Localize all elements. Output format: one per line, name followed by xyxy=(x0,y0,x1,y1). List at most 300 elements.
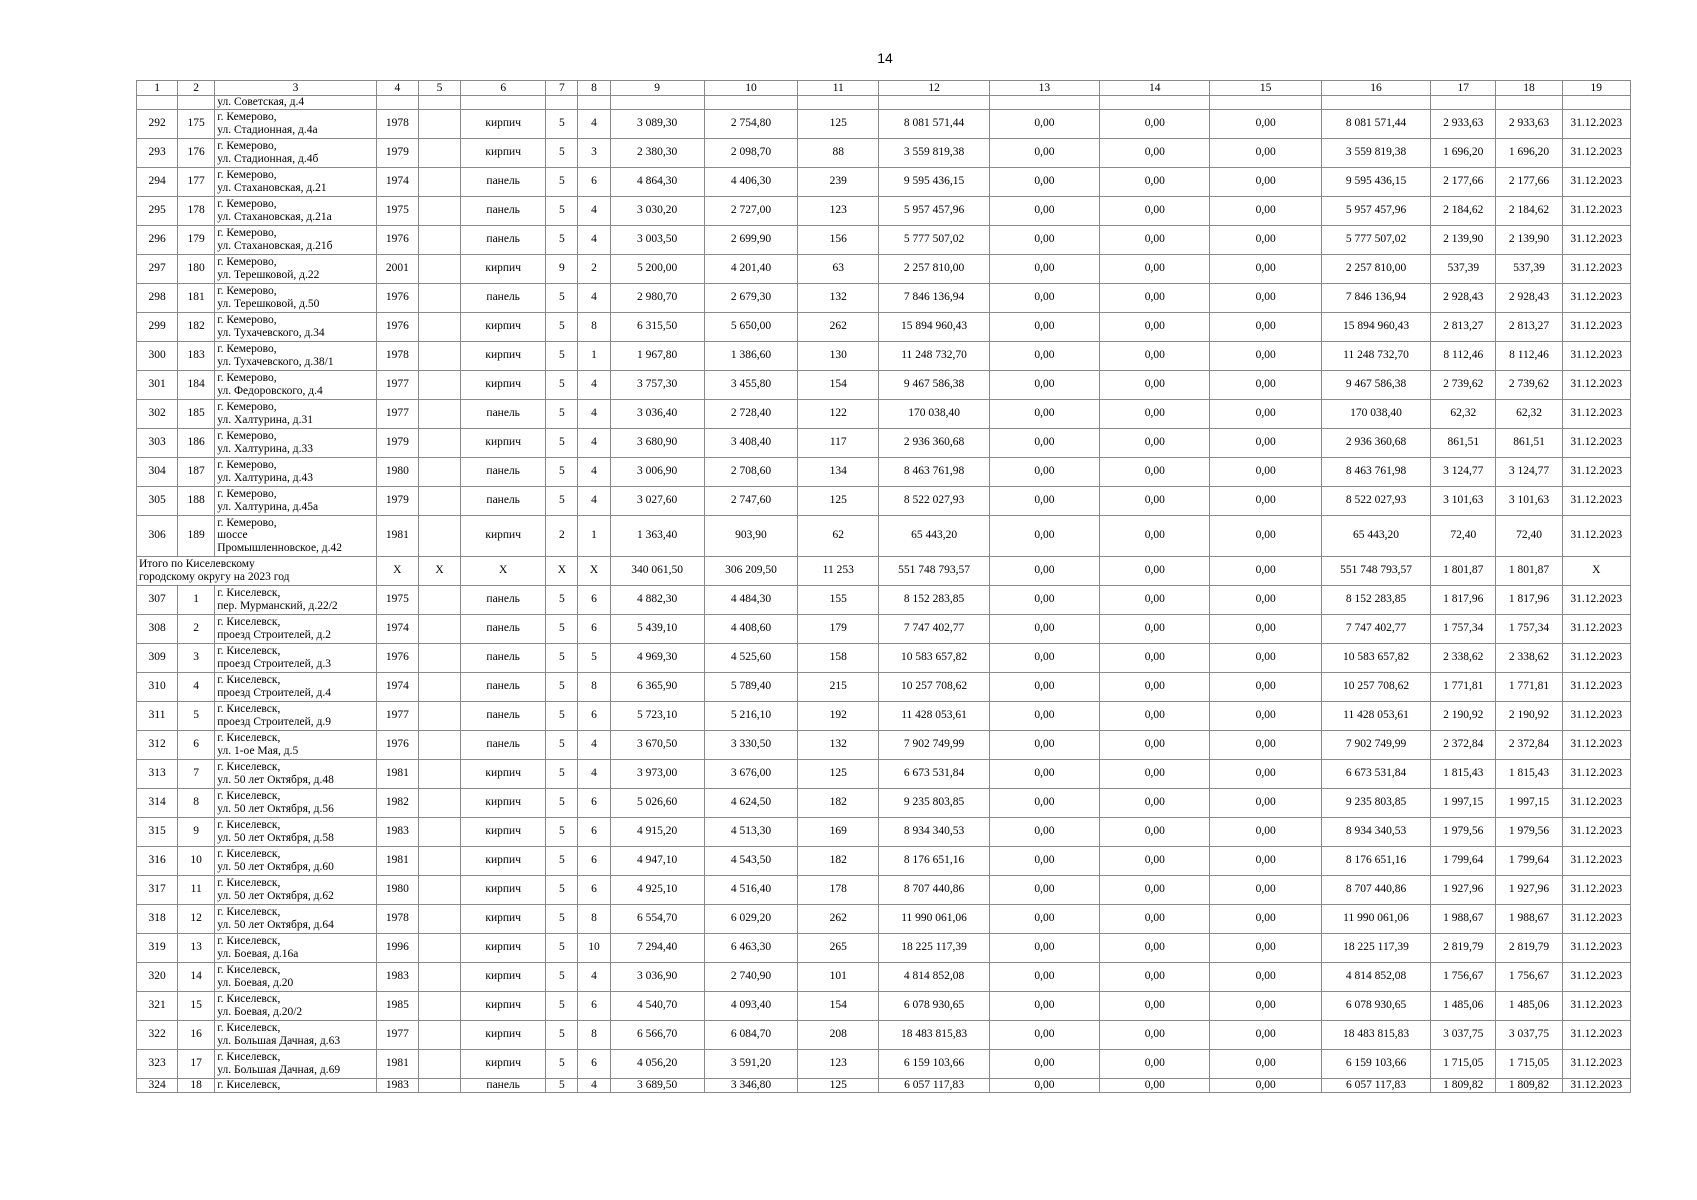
value-cell: 5 439,10 xyxy=(610,614,704,643)
address-cell xyxy=(215,138,377,167)
value-cell: 132 xyxy=(798,283,879,312)
address-line: ул. Стахановская, д.21б xyxy=(217,239,333,252)
value-cell: 31.12.2023 xyxy=(1562,991,1630,1020)
empty-cell xyxy=(418,904,460,933)
address-cell xyxy=(215,109,377,138)
column-header: 13 xyxy=(989,81,1099,96)
local-number-cell: 179 xyxy=(178,225,215,254)
address-cell xyxy=(215,254,377,283)
value-cell: 4 xyxy=(578,759,610,788)
local-number-cell: 189 xyxy=(178,515,215,556)
row-number-cell: 323 xyxy=(137,1049,178,1078)
row-number-cell: 308 xyxy=(137,614,178,643)
value-cell: 262 xyxy=(798,312,879,341)
value-cell: 0,00 xyxy=(989,138,1099,167)
value-cell: 72,40 xyxy=(1496,515,1562,556)
value-cell: 4 540,70 xyxy=(610,991,704,1020)
value-cell: 0,00 xyxy=(1210,428,1321,457)
value-cell: 3 670,50 xyxy=(610,730,704,759)
value-cell: 1 771,81 xyxy=(1496,672,1562,701)
value-cell: 0,00 xyxy=(989,759,1099,788)
value-cell: 5 xyxy=(546,701,578,730)
address-line: ул. Федоровского, д.4 xyxy=(217,384,323,397)
address-line: ул. Стахановская, д.21а xyxy=(217,210,332,223)
value-cell: 8 707 440,86 xyxy=(1321,875,1430,904)
value-cell: 2 338,62 xyxy=(1496,643,1562,672)
value-cell: 3 036,40 xyxy=(610,399,704,428)
row-number-cell: 321 xyxy=(137,991,178,1020)
value-cell: 0,00 xyxy=(1210,585,1321,614)
table-row xyxy=(137,672,1631,701)
value-cell: 158 xyxy=(798,643,879,672)
value-cell: 4 864,30 xyxy=(610,167,704,196)
address-line: ул. Большая Дачная, д.69 xyxy=(217,1063,341,1076)
value-cell: 6 xyxy=(578,1049,610,1078)
address-line: г. Кемерово, xyxy=(217,111,277,123)
table-row xyxy=(137,962,1631,991)
value-cell: 7 747 402,77 xyxy=(879,614,989,643)
table-row xyxy=(137,457,1631,486)
row-number-cell: 306 xyxy=(137,515,178,556)
value-cell: 11 990 061,06 xyxy=(1321,904,1430,933)
value-cell: 1976 xyxy=(376,283,418,312)
value-cell: 0,00 xyxy=(1100,138,1210,167)
value-cell: 5 777 507,02 xyxy=(879,225,989,254)
total-value-cell: 1 801,87 xyxy=(1496,556,1562,585)
address-cell xyxy=(215,962,377,991)
value-cell: 123 xyxy=(798,1049,879,1078)
total-value-cell: 551 748 793,57 xyxy=(1321,556,1430,585)
value-cell: 1976 xyxy=(376,225,418,254)
address-cell xyxy=(215,370,377,399)
value-cell: 10 257 708,62 xyxy=(879,672,989,701)
value-cell: 0,00 xyxy=(1210,846,1321,875)
row-number-cell: 295 xyxy=(137,196,178,225)
value-cell: 179 xyxy=(798,614,879,643)
value-cell: 0,00 xyxy=(989,933,1099,962)
value-cell: 31.12.2023 xyxy=(1562,399,1630,428)
value-cell: 1 809,82 xyxy=(1431,1078,1496,1092)
value-cell: 3 124,77 xyxy=(1431,457,1496,486)
value-cell: 1 757,34 xyxy=(1431,614,1496,643)
value-cell: 31.12.2023 xyxy=(1562,788,1630,817)
continuation-row xyxy=(137,96,1631,110)
empty-cell xyxy=(418,341,460,370)
row-number-cell: 299 xyxy=(137,312,178,341)
column-header: 19 xyxy=(1562,81,1630,96)
address-line: г. Киселевск, xyxy=(217,935,281,947)
address-line: г. Киселевск, xyxy=(217,790,281,802)
value-cell: 0,00 xyxy=(989,370,1099,399)
value-cell: 4 624,50 xyxy=(704,788,797,817)
value-cell: 0,00 xyxy=(1100,196,1210,225)
value-cell: 10 583 657,82 xyxy=(1321,643,1430,672)
value-cell: 3 689,50 xyxy=(610,1078,704,1092)
value-cell: 170 038,40 xyxy=(1321,399,1430,428)
column-header: 9 xyxy=(610,81,704,96)
row-number-cell: 312 xyxy=(137,730,178,759)
value-cell: 8 112,46 xyxy=(1496,341,1562,370)
total-value-cell: Х xyxy=(461,556,546,585)
address-cell xyxy=(215,904,377,933)
value-cell: 62 xyxy=(798,515,879,556)
value-cell: 5 xyxy=(546,341,578,370)
value-cell: 2001 xyxy=(376,254,418,283)
address-cell xyxy=(215,486,377,515)
value-cell: 0,00 xyxy=(1100,730,1210,759)
value-cell: 239 xyxy=(798,167,879,196)
table-row xyxy=(137,138,1631,167)
value-cell: панель xyxy=(461,457,546,486)
address-line: ул. Тухачевского, д.38/1 xyxy=(217,355,334,368)
address-cell xyxy=(215,428,377,457)
value-cell: 3 757,30 xyxy=(610,370,704,399)
total-value-cell: 0,00 xyxy=(1100,556,1210,585)
value-cell: 3 330,50 xyxy=(704,730,797,759)
table-row xyxy=(137,341,1631,370)
value-cell: 0,00 xyxy=(989,167,1099,196)
value-cell: 5 xyxy=(546,428,578,457)
row-number-cell: 317 xyxy=(137,875,178,904)
value-cell: 1 757,34 xyxy=(1496,614,1562,643)
value-cell: 132 xyxy=(798,730,879,759)
address-line: г. Кемерово, xyxy=(217,516,277,529)
local-number-cell: 16 xyxy=(178,1020,215,1049)
value-cell: 2 177,66 xyxy=(1496,167,1562,196)
table-row xyxy=(137,1078,1631,1092)
column-header: 15 xyxy=(1210,81,1321,96)
value-cell: 2 257 810,00 xyxy=(879,254,989,283)
address-cell xyxy=(215,817,377,846)
value-cell: 5 xyxy=(546,933,578,962)
value-cell: 1977 xyxy=(376,370,418,399)
value-cell: 18 483 815,83 xyxy=(1321,1020,1430,1049)
value-cell: 4 925,10 xyxy=(610,875,704,904)
table-row xyxy=(137,515,1631,556)
value-cell: 0,00 xyxy=(1210,370,1321,399)
value-cell: 1996 xyxy=(376,933,418,962)
value-cell: кирпич xyxy=(461,788,546,817)
local-number-cell: 187 xyxy=(178,457,215,486)
table-row xyxy=(137,817,1631,846)
table-row xyxy=(137,730,1631,759)
value-cell: 0,00 xyxy=(1210,196,1321,225)
value-cell: панель xyxy=(461,283,546,312)
value-cell: 0,00 xyxy=(1210,312,1321,341)
value-cell: 1 815,43 xyxy=(1431,759,1496,788)
address-line: ул. Стадионная, д.4а xyxy=(217,123,318,136)
address-line: г. Киселевск, xyxy=(217,1078,281,1091)
value-cell: 2 727,00 xyxy=(704,196,797,225)
value-cell: 1974 xyxy=(376,614,418,643)
row-number-cell: 320 xyxy=(137,962,178,991)
value-cell: 125 xyxy=(798,1078,879,1092)
value-cell: 5 xyxy=(546,672,578,701)
value-cell: 0,00 xyxy=(989,991,1099,1020)
address-line: ул. 50 лет Октября, д.60 xyxy=(217,860,334,873)
value-cell: 31.12.2023 xyxy=(1562,730,1630,759)
value-cell: 2 819,79 xyxy=(1496,933,1562,962)
table-row xyxy=(137,167,1631,196)
total-value-cell: 306 209,50 xyxy=(704,556,797,585)
value-cell: 4 xyxy=(578,730,610,759)
empty-cell xyxy=(418,701,460,730)
value-cell: 5 xyxy=(546,788,578,817)
value-cell: 0,00 xyxy=(1100,312,1210,341)
value-cell: 7 846 136,94 xyxy=(879,283,989,312)
page-number: 14 xyxy=(877,50,893,66)
value-cell: 0,00 xyxy=(1210,254,1321,283)
value-cell: 1974 xyxy=(376,672,418,701)
value-cell: 0,00 xyxy=(989,312,1099,341)
table-row xyxy=(137,1020,1631,1049)
local-number-cell: 185 xyxy=(178,399,215,428)
address-line: г. Киселевск, xyxy=(217,993,281,1005)
table-row xyxy=(137,370,1631,399)
value-cell: 3 680,90 xyxy=(610,428,704,457)
value-cell: 537,39 xyxy=(1431,254,1496,283)
address-cell xyxy=(215,515,377,556)
value-cell: 5 957 457,96 xyxy=(1321,196,1430,225)
value-cell: 6 463,30 xyxy=(704,933,797,962)
value-cell: 8 081 571,44 xyxy=(1321,109,1430,138)
value-cell: 0,00 xyxy=(1210,486,1321,515)
value-cell: 0,00 xyxy=(989,904,1099,933)
value-cell: 0,00 xyxy=(989,730,1099,759)
value-cell: 6 xyxy=(578,701,610,730)
local-number-cell: 175 xyxy=(178,109,215,138)
value-cell: 0,00 xyxy=(1210,225,1321,254)
value-cell: 3 124,77 xyxy=(1496,457,1562,486)
value-cell: 3 027,60 xyxy=(610,486,704,515)
value-cell: 4 093,40 xyxy=(704,991,797,1020)
table-row xyxy=(137,788,1631,817)
value-cell: 0,00 xyxy=(1100,225,1210,254)
address-cell xyxy=(215,585,377,614)
value-cell: 9 235 803,85 xyxy=(1321,788,1430,817)
value-cell: 6 057 117,83 xyxy=(1321,1078,1430,1092)
local-number-cell: 1 xyxy=(178,585,215,614)
local-number-cell: 7 xyxy=(178,759,215,788)
value-cell: 6 566,70 xyxy=(610,1020,704,1049)
address-line: ул. Боевая, д.20 xyxy=(217,976,294,989)
value-cell: 0,00 xyxy=(1100,341,1210,370)
value-cell: 0,00 xyxy=(989,254,1099,283)
value-cell: 0,00 xyxy=(1100,672,1210,701)
value-cell: 1983 xyxy=(376,962,418,991)
value-cell: 31.12.2023 xyxy=(1562,875,1630,904)
local-number-cell: 182 xyxy=(178,312,215,341)
value-cell: 8 934 340,53 xyxy=(1321,817,1430,846)
value-cell: 6 365,90 xyxy=(610,672,704,701)
value-cell: 0,00 xyxy=(1210,457,1321,486)
value-cell: 5 650,00 xyxy=(704,312,797,341)
value-cell: 0,00 xyxy=(1100,614,1210,643)
value-cell: 1976 xyxy=(376,643,418,672)
address-cell xyxy=(215,1020,377,1049)
value-cell: 5 xyxy=(546,399,578,428)
local-number-cell: 181 xyxy=(178,283,215,312)
row-number-cell: 294 xyxy=(137,167,178,196)
value-cell: 123 xyxy=(798,196,879,225)
value-cell: панель xyxy=(461,585,546,614)
value-cell: 1 715,05 xyxy=(1496,1049,1562,1078)
table-row xyxy=(137,701,1631,730)
local-number-cell: 180 xyxy=(178,254,215,283)
address-cell xyxy=(215,225,377,254)
value-cell: 31.12.2023 xyxy=(1562,283,1630,312)
value-cell: 31.12.2023 xyxy=(1562,225,1630,254)
address-line: проезд Строителей, д.9 xyxy=(217,715,332,728)
value-cell: панель xyxy=(461,701,546,730)
total-value-cell: Х xyxy=(418,556,460,585)
value-cell: 2 338,62 xyxy=(1431,643,1496,672)
address-line: ул. 1-ое Мая, д.5 xyxy=(217,744,299,757)
empty-cell xyxy=(418,643,460,672)
local-number-cell: 11 xyxy=(178,875,215,904)
table-row xyxy=(137,283,1631,312)
address-line: проезд Строителей, д.2 xyxy=(217,628,332,641)
value-cell: 0,00 xyxy=(989,846,1099,875)
local-number-cell: 12 xyxy=(178,904,215,933)
value-cell: 903,90 xyxy=(704,515,797,556)
value-cell: кирпич xyxy=(461,515,546,556)
row-number-cell: 313 xyxy=(137,759,178,788)
total-value-cell: 1 801,87 xyxy=(1431,556,1496,585)
value-cell: 169 xyxy=(798,817,879,846)
value-cell: 1 967,80 xyxy=(610,341,704,370)
value-cell: 2 813,27 xyxy=(1496,312,1562,341)
value-cell: 265 xyxy=(798,933,879,962)
value-cell: 1 817,96 xyxy=(1496,585,1562,614)
table-row xyxy=(137,428,1631,457)
value-cell: 2 190,92 xyxy=(1431,701,1496,730)
column-header: 2 xyxy=(178,81,215,96)
value-cell: панель xyxy=(461,225,546,254)
table-row xyxy=(137,254,1631,283)
value-cell: 4 xyxy=(578,457,610,486)
value-cell: 0,00 xyxy=(989,1020,1099,1049)
row-number-cell: 305 xyxy=(137,486,178,515)
column-header: 10 xyxy=(704,81,797,96)
value-cell: 5 957 457,96 xyxy=(879,196,989,225)
address-cell xyxy=(215,730,377,759)
address-line: ул. Тухачевского, д.34 xyxy=(217,326,325,339)
row-number-cell: 319 xyxy=(137,933,178,962)
value-cell: 18 483 815,83 xyxy=(879,1020,989,1049)
value-cell: 1981 xyxy=(376,1049,418,1078)
value-cell: 6 554,70 xyxy=(610,904,704,933)
value-cell: 1 363,40 xyxy=(610,515,704,556)
table-row xyxy=(137,933,1631,962)
value-cell: 4 xyxy=(578,283,610,312)
row-number-cell: 307 xyxy=(137,585,178,614)
value-cell: 11 990 061,06 xyxy=(879,904,989,933)
value-cell: 3 089,30 xyxy=(610,109,704,138)
value-cell: 2 372,84 xyxy=(1496,730,1562,759)
empty-cell xyxy=(418,138,460,167)
value-cell: 0,00 xyxy=(1100,1049,1210,1078)
table-row xyxy=(137,643,1631,672)
value-cell: 3 591,20 xyxy=(704,1049,797,1078)
value-cell: 0,00 xyxy=(1210,167,1321,196)
value-cell: 1 815,43 xyxy=(1496,759,1562,788)
value-cell: 65 443,20 xyxy=(1321,515,1430,556)
address-line: шоссе xyxy=(217,529,248,542)
address-line: г. Киселевск, xyxy=(217,645,281,657)
value-cell: 7 294,40 xyxy=(610,933,704,962)
value-cell: 2 933,63 xyxy=(1496,109,1562,138)
local-number-cell: 184 xyxy=(178,370,215,399)
row-number-cell: 302 xyxy=(137,399,178,428)
total-value-cell: Х xyxy=(578,556,610,585)
value-cell: 3 036,90 xyxy=(610,962,704,991)
value-cell: 182 xyxy=(798,788,879,817)
value-cell: 0,00 xyxy=(1100,428,1210,457)
value-cell: 11 428 053,61 xyxy=(1321,701,1430,730)
value-cell: кирпич xyxy=(461,1049,546,1078)
address-line: г. Кемерово, xyxy=(217,459,277,471)
value-cell: 2 139,90 xyxy=(1496,225,1562,254)
value-cell: 8 522 027,93 xyxy=(1321,486,1430,515)
value-cell: 3 676,00 xyxy=(704,759,797,788)
value-cell: 0,00 xyxy=(1210,672,1321,701)
value-cell: 1 979,56 xyxy=(1431,817,1496,846)
value-cell: 0,00 xyxy=(989,109,1099,138)
value-cell: 5 xyxy=(546,846,578,875)
value-cell: 1975 xyxy=(376,196,418,225)
address-cell xyxy=(215,643,377,672)
value-cell: панель xyxy=(461,399,546,428)
value-cell: 861,51 xyxy=(1431,428,1496,457)
address-line: ул. Халтурина, д.31 xyxy=(217,413,313,426)
address-cell xyxy=(215,875,377,904)
value-cell: 8 463 761,98 xyxy=(879,457,989,486)
value-cell: 1983 xyxy=(376,817,418,846)
value-cell: 15 894 960,43 xyxy=(1321,312,1430,341)
table-row xyxy=(137,759,1631,788)
value-cell: 6 029,20 xyxy=(704,904,797,933)
value-cell: 8 152 283,85 xyxy=(879,585,989,614)
table-row xyxy=(137,585,1631,614)
value-cell: 31.12.2023 xyxy=(1562,341,1630,370)
value-cell: 7 846 136,94 xyxy=(1321,283,1430,312)
local-number-cell: 188 xyxy=(178,486,215,515)
empty-cell xyxy=(418,457,460,486)
value-cell: панель xyxy=(461,672,546,701)
value-cell: 31.12.2023 xyxy=(1562,428,1630,457)
local-number-cell: 5 xyxy=(178,701,215,730)
value-cell: 1 809,82 xyxy=(1496,1078,1562,1092)
value-cell: 65 443,20 xyxy=(879,515,989,556)
value-cell: 0,00 xyxy=(1100,1078,1210,1092)
value-cell: 5 xyxy=(546,817,578,846)
total-value-cell: 340 061,50 xyxy=(610,556,704,585)
value-cell: 1 756,67 xyxy=(1496,962,1562,991)
address-line: г. Киселевск, xyxy=(217,587,281,599)
value-cell: 6 xyxy=(578,788,610,817)
value-cell: 8 xyxy=(578,312,610,341)
address-line: г. Киселевск, xyxy=(217,848,281,860)
address-line: ул. 50 лет Октября, д.56 xyxy=(217,802,334,815)
value-cell: 1 xyxy=(578,341,610,370)
empty-cell xyxy=(418,614,460,643)
value-cell: 11 428 053,61 xyxy=(879,701,989,730)
value-cell: 2 372,84 xyxy=(1431,730,1496,759)
table-row xyxy=(137,109,1631,138)
address-line: г. Кемерово, xyxy=(217,430,277,442)
address-line: ул. Халтурина, д.43 xyxy=(217,471,313,484)
